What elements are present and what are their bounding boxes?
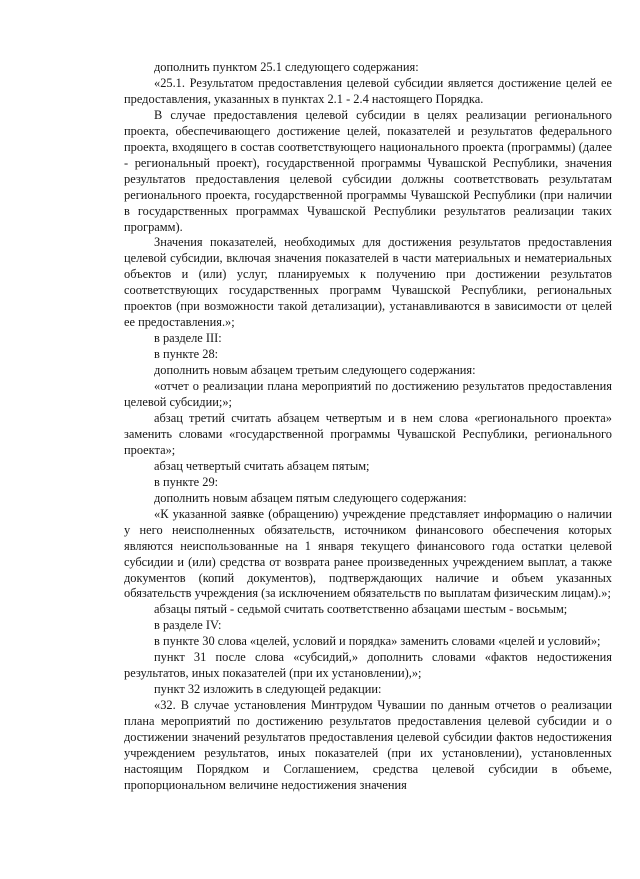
document-body <box>124 60 612 794</box>
paragraph-add-third-28: дополнить новым абзацем третьим следующего содержания: <box>154 363 476 378</box>
paragraph-25-1-result: «25.1. Результатом предоставления целевой субсидии является достижение целей ее предоставления, указанных в пунктах 2.1 - 2.4 настоящего Порядка. <box>124 75 612 106</box>
paragraph-point-32-intro: пункт 32 изложить в следующей редакции: <box>154 682 382 697</box>
paragraph-point-29: в пункте 29: <box>154 474 219 489</box>
paragraph-point-32-text: «32. В случае установления Минтрудом Чувашии по данным отчетов о реализации плана мероприятий по достижению результатов предоставления целевой субсидии и о достижении значений результатов предоставления целевой субсидии фактов недостижения учреждением результатов, иных показателей (при их установлении), установленных настоящим Порядком и Соглашением, средства целевой субсидии в объеме, пропорциональном величине недостижения значения <box>124 698 612 792</box>
paragraph-add-fifth-29: дополнить новым абзацем пятым следующего содержания: <box>154 490 467 505</box>
paragraph-application-info: «К указанной заявке (обращению) учреждение представляет информацию о наличии у него неисполненных обязательств, источником финансового обеспечения которых являются неиспользованные на 1 января текущего финансового года остатки целевой субсидии и (или) средства от возврата ранее произведенных учреждением выплат, а также документов (копий документов), подтверждающих наличие и объем указанных обязательств учреждения (за исключением обязательств по выплатам физическим лицам).»; <box>124 506 612 601</box>
paragraph-section-3: в разделе III: <box>154 331 222 346</box>
paragraph-indicator-values: Значения показателей, необходимых для достижения результатов предоставления целевой субсидии, включая значения показателей в части материальных и нематериальных объектов и (или) услуг, планируемых к получению при достижении результатов соответствующих государственных программ Чувашской Республики, региональных проектов (при возможности такой детализации), устанавливаются в зависимости от целей ее предоставления.»; <box>124 235 612 330</box>
paragraph-point-28: в пункте 28: <box>154 347 219 362</box>
paragraph-renumber-5-7: абзацы пятый - седьмой считать соответственно абзацами шестым - восьмым; <box>154 602 568 617</box>
paragraph-third-to-fourth: абзац третий считать абзацем четвертым и в нем слова «регионального проекта» заменить словами «государственной программы Чувашской Республики, регионального проекта»; <box>124 410 612 457</box>
paragraph-fourth-to-fifth: абзац четвертый считать абзацем пятым; <box>154 458 370 473</box>
paragraph-regional-project: В случае предоставления целевой субсидии в целях реализации регионального проекта, обеспечивающего достижение целей, показателей и результатов федерального проекта, входящего в состав соответствующего национального проекта (программы) (далее - региональный проект), государственной программы Чувашской Республики, значения результатов предоставления целевой субсидии должны соответствовать результатам регионального проекта, государственной программы Чувашской Республики (при наличии в государственных программах Чувашской Республики результатов реализации таких программ). <box>124 107 612 234</box>
paragraph-point-30: в пункте 30 слова «целей, условий и порядка» заменить словами «целей и условий»; <box>154 634 601 649</box>
paragraph-point-31: пункт 31 после слова «субсидий,» дополнить словами «фактов недостижения результатов, иных показателей (при их установлении),»; <box>124 650 612 681</box>
paragraph-report-plan: «отчет о реализации плана мероприятий по достижению результатов предоставления целевой субсидии;»; <box>124 379 612 410</box>
paragraph-section-4: в разделе IV: <box>154 618 222 633</box>
paragraph-intro-25-1: дополнить пунктом 25.1 следующего содержания: <box>154 60 419 74</box>
